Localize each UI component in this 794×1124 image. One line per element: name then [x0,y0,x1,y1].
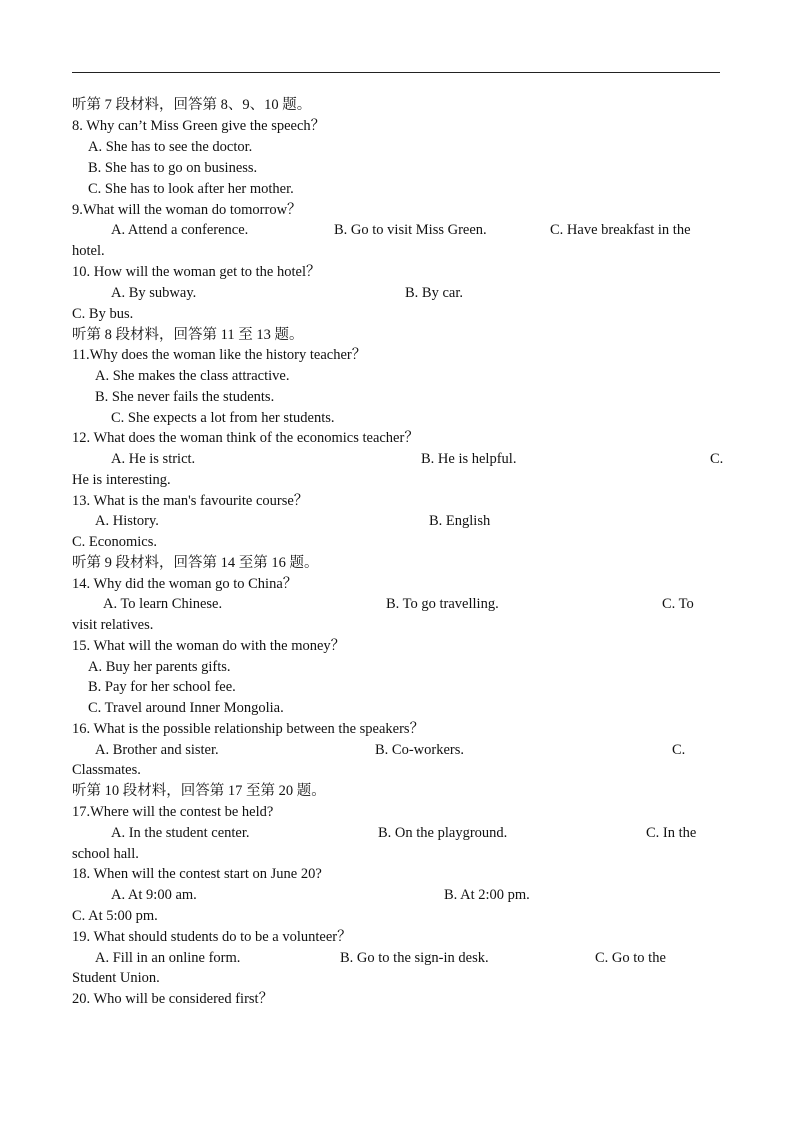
section-heading-8: 听第 8 段材料，回答第 11 至 13 题。 [72,327,304,343]
question-14: 14. Why did the woman go to China？ [72,576,298,592]
q9-option-b: B. Go to visit Miss Green. [334,222,487,238]
q15-option-a: A. Buy her parents gifts. [88,659,231,675]
q12-option-c-cont: He is interesting. [72,472,171,488]
q16-option-c-cont: Classmates. [72,762,141,778]
q10-option-c: C. By bus. [72,306,134,322]
q16-option-b: B. Co-workers. [375,742,465,758]
q14-option-a: A. To learn Chinese. [103,596,223,612]
question-15: 15. What will the woman do with the money？ [72,638,346,654]
q14-option-c-cont: visit relatives. [72,617,154,633]
q15-option-c: C. Travel around Inner Mongolia. [88,700,284,716]
q16-option-a: A. Brother and sister. [95,742,219,758]
q17-option-c-cont: school hall. [72,846,139,862]
q19-option-b: B. Go to the sign-in desk. [340,950,489,966]
question-8: 8. Why can’t Miss Green give the speech？ [72,118,326,134]
question-20: 20. Who will be considered first？ [72,991,274,1007]
q11-option-a: A. She makes the class attractive. [95,368,290,384]
q14-option-b: B. To go travelling. [386,596,499,612]
question-18: 18. When will the contest start on June 20? [72,866,322,882]
q12-option-c: C. [710,451,724,467]
question-16: 16. What is the possible relationship between the speakers？ [72,721,425,737]
q8-option-a: A. She has to see the doctor. [88,139,253,155]
section-heading-9: 听第 9 段材料，回答第 14 至第 16 题。 [72,555,319,571]
q13-option-b: B. English [429,513,491,529]
section-heading-7: 听第 7 段材料，回答第 8、9、10 题。 [72,97,312,113]
q17-option-a: A. In the student center. [111,825,250,841]
q18-option-b: B. At 2:00 pm. [444,887,530,903]
q8-option-b: B. She has to go on business. [88,160,258,176]
question-11: 11.Why does the woman like the history teacher？ [72,347,367,363]
q9-option-c-cont: hotel. [72,243,105,259]
question-19: 19. What should students do to be a volunteer？ [72,929,352,945]
q19-option-c: C. Go to the [595,950,666,966]
q19-option-a: A. Fill in an online form. [95,950,241,966]
question-13: 13. What is the man's favourite course？ [72,493,309,509]
q8-option-c: C. She has to look after her mother. [88,181,294,197]
q9-option-a: A. Attend a conference. [111,222,249,238]
q18-option-a: A. At 9:00 am. [111,887,197,903]
q11-option-c: C. She expects a lot from her students. [111,410,335,426]
q13-option-a: A. History. [95,513,159,529]
question-10: 10. How will the woman get to the hotel？ [72,264,321,280]
q14-option-c: C. To [662,596,694,612]
q17-option-c: C. In the [646,825,697,841]
q9-option-c: C. Have breakfast in the [550,222,691,238]
question-12: 12. What does the woman think of the economics teacher？ [72,430,419,446]
q16-option-c: C. [672,742,686,758]
q10-option-b: B. By car. [405,285,463,301]
q12-option-b: B. He is helpful. [421,451,517,467]
q15-option-b: B. Pay for her school fee. [88,679,236,695]
q11-option-b: B. She never fails the students. [95,389,275,405]
q10-option-a: A. By subway. [111,285,197,301]
q18-option-c: C. At 5:00 pm. [72,908,158,924]
q12-option-a: A. He is strict. [111,451,196,467]
q13-option-c: C. Economics. [72,534,157,550]
question-17: 17.Where will the contest be held? [72,804,274,820]
q17-option-b: B. On the playground. [378,825,508,841]
q19-option-c-cont: Student Union. [72,970,160,986]
section-heading-10: 听第 10 段材料，回答第 17 至第 20 题。 [72,783,326,799]
header-rule [72,72,720,73]
question-9: 9.What will the woman do tomorrow？ [72,202,302,218]
